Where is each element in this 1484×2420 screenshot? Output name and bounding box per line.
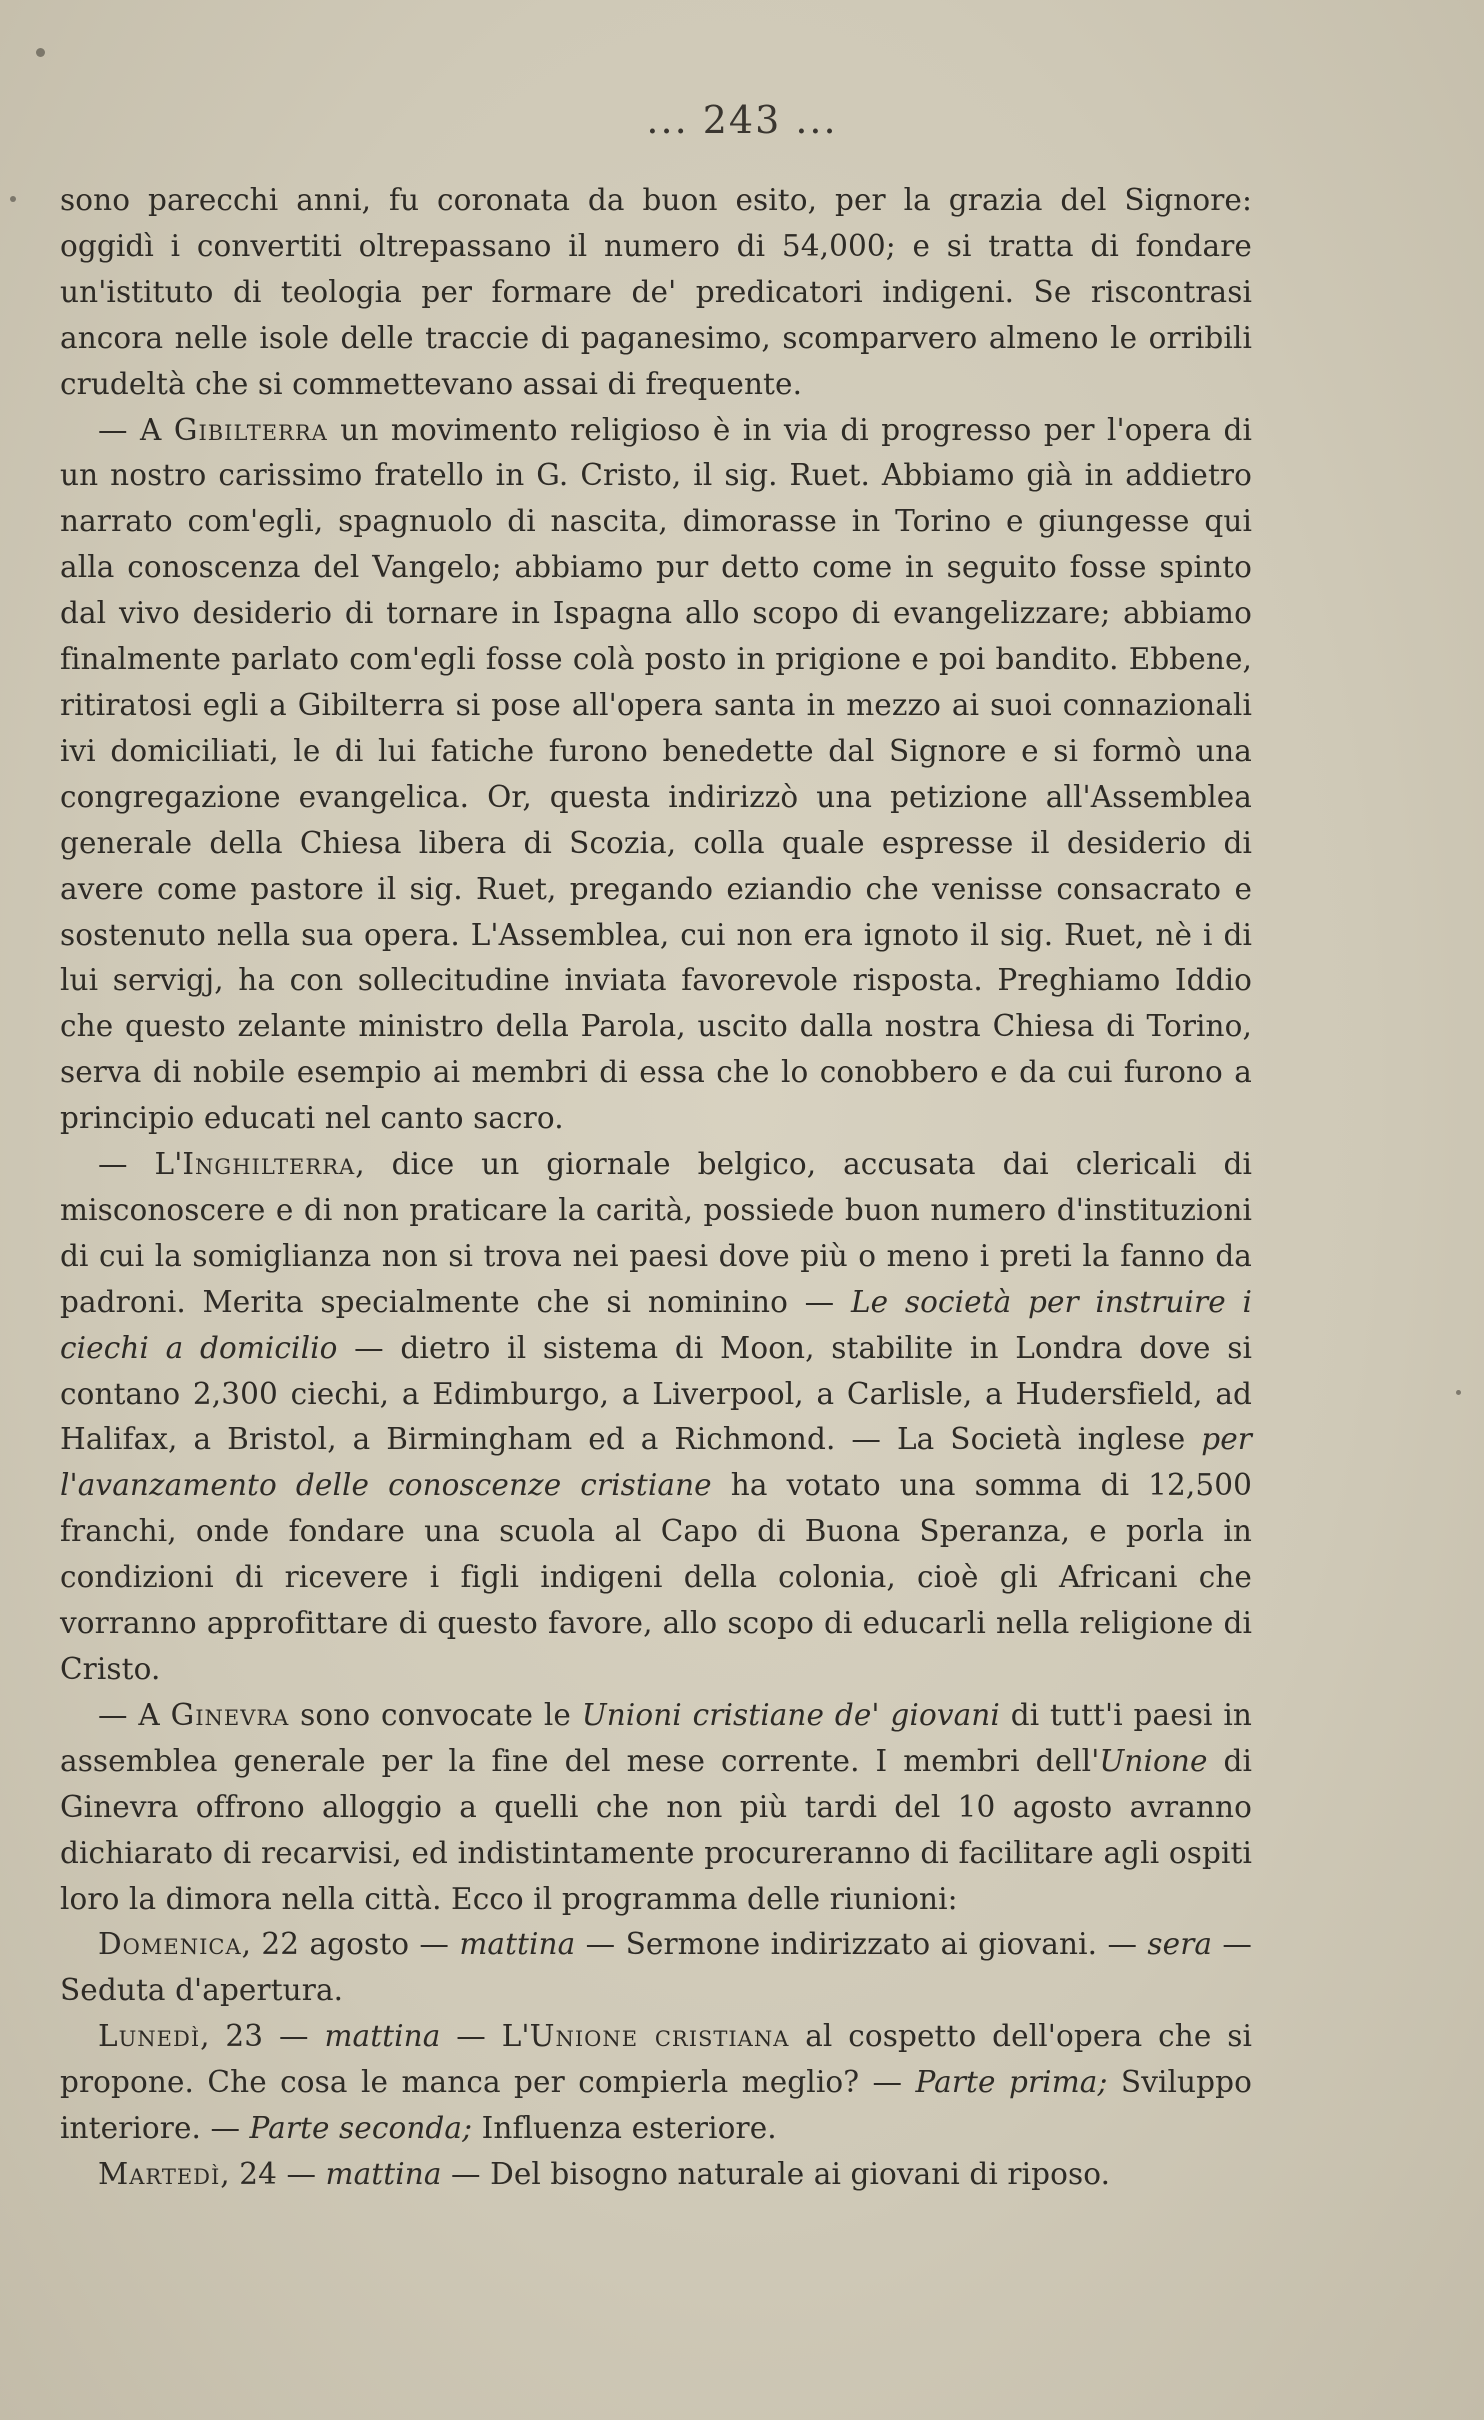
small-caps-text: Inghilterra	[182, 1147, 356, 1182]
paragraph	[60, 1693, 1252, 1923]
text-run: — dietro il sistema di Moon, stabilite in Londra dove si contano 2,300 ciechi, a Edimburgo, a Liverpool, a Carlisle, a Hudersfield, ad Halifax, a Bristol, a Birmingham ed a Richmond. — La Società inglese	[60, 1330, 1252, 1457]
text-run: sono convocate le	[289, 1697, 582, 1732]
text-run: — Seduta d'apertura.	[60, 1927, 1253, 2008]
text-run: — Sermone indirizzato ai giovani. —	[575, 1927, 1148, 1962]
small-caps-text: Ginevra	[170, 1697, 290, 1732]
italic-text: mattina	[325, 2156, 442, 2191]
small-caps-text: Gibilterra	[173, 412, 328, 447]
text-run: , 22 agosto —	[241, 1927, 460, 1962]
small-caps-text: Lunedì	[98, 2019, 201, 2054]
text-run: — Del bisogno naturale ai giovani di riposo.	[441, 2156, 1111, 2191]
text-run: , 23 —	[200, 2019, 325, 2054]
ink-spot	[36, 48, 45, 57]
small-caps-text: Domenica	[98, 1927, 242, 1962]
text-run: ha votato una somma di 12,500 franchi, onde fondare una scuola al Capo di Buona Speranza, e porla in condizioni di ricevere i figli indigeni della colonia, cioè gli Africani che vorranno approfittare di questo favore, allo scopo di educarli nella religione di Cristo.	[60, 1468, 1252, 1686]
ink-spot	[10, 196, 16, 202]
italic-text: Parte seconda;	[249, 2111, 473, 2146]
paragraph	[60, 1922, 1252, 2014]
text-run: — A	[98, 1697, 171, 1732]
text-run: — L'	[440, 2019, 530, 2054]
text-run: Influenza esteriore.	[472, 2111, 777, 2146]
italic-text: Unioni cristiane de' giovani	[581, 1697, 1000, 1732]
italic-text: mattina	[459, 1927, 576, 1962]
text-run: Sviluppo interiore. —	[60, 2065, 1252, 2146]
paragraph	[60, 1142, 1252, 1693]
page-number: ... 243 ...	[646, 98, 838, 142]
italic-text: Le società per instruire i ciechi a domicilio	[60, 1284, 1252, 1365]
text-run: al cospetto dell'opera che si propone. Che cosa le manca per compierla meglio? —	[60, 2019, 1252, 2100]
italic-text: sera	[1147, 1927, 1213, 1962]
paragraph	[60, 2152, 1252, 2198]
small-caps-text: Martedì	[98, 2156, 221, 2191]
small-caps-text: Unione cristiana	[529, 2019, 790, 2054]
text-run: , 24 —	[220, 2156, 326, 2191]
text-run: di Ginevra offrono alloggio a quelli che non più tardi del 10 agosto avranno dichiarato di recarvisi, ed indistintamente procureranno di facilitare agli ospiti loro la dimora nella città. Ecco il programma delle riunioni:	[60, 1743, 1252, 1916]
text-run: , dice un giornale belgico, accusata dai clericali di misconoscere e di non praticare la carità, possiede buon numero d'instituzioni di cui la somiglianza non si trova nei paesi dove più o meno i preti la fanno da padroni. Merita specialmente che si nominino —	[60, 1147, 1252, 1319]
italic-text: per l'avanzamento delle conoscenze cristiane	[60, 1422, 1252, 1503]
paragraph	[60, 408, 1252, 1143]
ink-spot	[1456, 1390, 1461, 1395]
text-run: di tutt'i paesi in assemblea generale per la fine del mese corrente. I membri dell'	[60, 1697, 1252, 1778]
italic-text: mattina	[324, 2019, 441, 2054]
paragraph	[60, 178, 1252, 408]
paragraph	[60, 2014, 1252, 2152]
text-run: un movimento religioso è in via di progresso per l'opera di un nostro carissimo fratello in G. Cristo, il sig. Ruet. Abbiamo già in addietro narrato com'egli, spagnuolo di nascita, dimorasse in Torino e giungesse qui alla conoscenza del Vangelo; abbiamo pur detto come in seguito fosse spinto dal vivo desiderio di tornare in Ispagna allo scopo di evangelizzare; abbiamo finalmente parlato com'egli fosse colà posto in prigione e poi bandito. Ebbene, ritiratosi egli a Gibilterra si pose all'opera santa in mezzo ai suoi connazionali ivi domiciliati, le di lui fatiche furono benedette dal Signore e si formò una congregazione evangelica. Or, questa indirizzò una petizione all'Assemblea generale della Chiesa libera di Scozia, colla quale espresse il desiderio di avere come pastore il sig. Ruet, pregando eziandio che venisse consacrato e sostenuto nella sua opera. L'Assemblea, cui non era ignoto il sig. Ruet, nè i di lui servigj, ha con sollecitudine inviata favorevole risposta. Preghiamo Iddio che questo zelante ministro della Parola, uscito dalla nostra Chiesa di Torino, serva di nobile esempio ai membri di essa che lo conobbero e da cui furono a principio educati nel canto sacro.	[60, 412, 1252, 1136]
text-run: — A	[98, 412, 174, 447]
body-text	[60, 178, 1252, 2198]
text-run: — L'	[98, 1147, 183, 1182]
italic-text: Parte prima;	[915, 2065, 1108, 2100]
italic-text: Unione	[1099, 1743, 1208, 1778]
text-run: sono parecchi anni, fu coronata da buon esito, per la grazia del Signore: oggidì i convertiti oltrepassano il numero di 54,000; e si tratta di fondare un'istituto di teologia per formare de' predicatori indigeni. Se riscontrasi ancora nelle isole delle traccie di paganesimo, scomparvero almeno le orribili crudeltà che si commettevano assai di frequente.	[60, 183, 1252, 401]
